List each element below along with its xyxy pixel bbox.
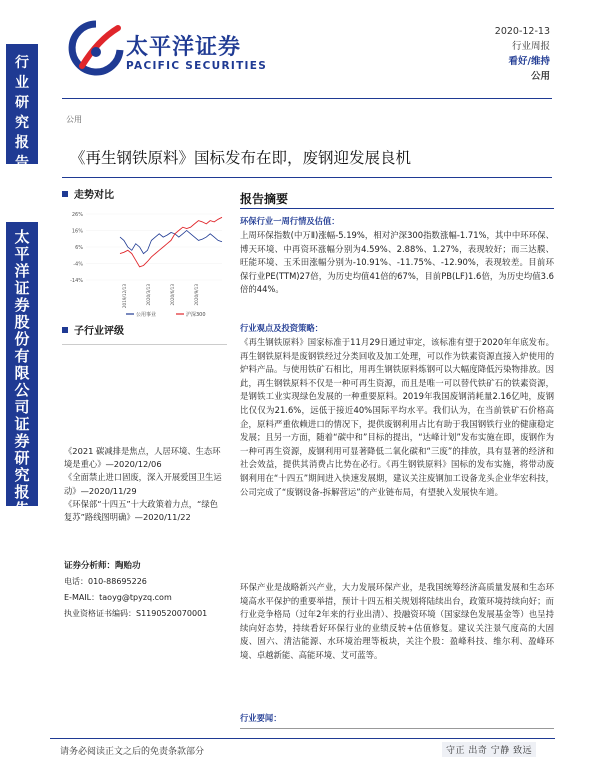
paragraph-market: 上周环保指数(中万Ⅱ)涨幅-5.19%，相对沪深300指数涨幅-1.71%，其中中环环保、博天环境、中再资环涨幅分别为4.59%、2.88%、1.27%，表现较好；而三达膜、旺能环境、玉禾田涨幅分别为-10.91%、-11.75%、-12.90%，表现较差。目前环保行业PE(TTM)27倍，为历史均值41倍的67%，目前PB(LF)1.6倍，为历史均值3.6倍的44%。	[240, 230, 554, 295]
side-char: 研	[15, 95, 29, 111]
x-tick-label: 2020/9/13	[194, 284, 199, 306]
logo-text-cn: 太平洋证券	[126, 35, 242, 60]
sector-small-label: 公用	[66, 115, 82, 124]
side-char: 证	[14, 415, 30, 433]
legend-label: 公用事业	[136, 312, 157, 318]
summary-divider	[240, 208, 554, 209]
header-meta	[495, 24, 550, 84]
side-char: 股	[14, 313, 30, 331]
analyst-info	[64, 558, 234, 622]
analyst-email[interactable]: E-MAIL：taoyg@tpyzq.com	[64, 593, 172, 602]
paragraph-strategy-2: 环保产业是战略新兴产业，大力发展环保产业，是我国统筹经济高质量发展和生态环境高水平保护的重要举措，预计十四五相关规划将陆续出台，政策环境持续向好；而行业竞争格局（过年2年来的行业出清）、投融资环境（国家绿色发展基金等）也呈持续向好态势，持续看好环保行业的业绩反转+估值修复。建议关注景气度高的大固废、固六、清洁能源、水环境治理等板块，关注个股：盈峰科技、维尔利、盈峰环境、卓越新能、高能环境、艾可蓝等。	[240, 582, 554, 660]
analyst-name: 证券分析师：陶贻功	[64, 561, 141, 571]
section-heading-market: 环保行业一周行情及估值：	[240, 216, 340, 226]
related-report-link[interactable]: 《全面禁止进口固废，深入开展爱国卫生运动》—2020/11/29	[64, 472, 222, 496]
side-char: 究	[14, 466, 30, 484]
footer-divider	[50, 738, 555, 739]
side-label-company	[6, 222, 38, 518]
side-char: 证	[14, 279, 30, 297]
trend-heading	[62, 186, 227, 201]
x-tick-label: 2020/3/13	[146, 284, 151, 306]
sub-rating-heading-text: 子行业评级	[74, 326, 124, 337]
side-char: 券	[14, 296, 30, 314]
summary-title: 报告摘要	[240, 192, 289, 206]
side-char: 份	[14, 330, 30, 348]
company-logo	[68, 20, 268, 90]
side-char: 有	[14, 347, 30, 365]
side-char: 报	[15, 135, 29, 151]
y-tick-label: 26%	[71, 212, 83, 218]
sector-label: 公用	[530, 71, 550, 82]
side-bar	[0, 0, 44, 776]
section-heading-strategy: 行业观点及投资策略：	[240, 323, 323, 333]
sub-rating-divider	[62, 344, 227, 345]
footer-disclaimer: 请务必阅读正文之后的免责条款部分	[60, 747, 205, 757]
related-report-link[interactable]: 《环保部“十四五”十大政策着力点，“绿色复苏”路线图明确》—2020/11/22	[64, 498, 218, 523]
side-char: 告	[15, 155, 29, 171]
sub-rating-section	[62, 322, 227, 337]
side-char: 公	[14, 381, 30, 399]
news-divider	[240, 728, 554, 729]
trend-heading-text: 走势对比	[74, 190, 114, 201]
y-tick-label: -4%	[73, 261, 83, 268]
title-divider	[62, 177, 552, 178]
side-char: 洋	[14, 262, 30, 280]
header-divider	[62, 98, 552, 99]
related-report-link[interactable]: 《2021 碳减排是焦点，人居环境、生态环境是重心》—2020/12/06	[64, 446, 221, 470]
side-char: 研	[14, 449, 30, 467]
paragraph-strategy-1: 《再生钢铁原料》国家标准于11月29日通过审定，该标准有望于2020年年底发布。再生钢铁原料是废钢铁经过分类回收及加工处理，可以作为铁素资源直接入炉使用的炉料产品。与使用铁矿石相比，用再生钢铁原料炼钢可以大幅度降低污染物排放。因此，再生钢铁原料不仅是一种可再生资源，而且是唯一可以替代铁矿石的铁素资源，是钢铁工业实现绿色发展的一种重要原料。2019年我国废钢消耗量2.16亿吨，废钢比仅仅为21.6%，远低于接近40%国际平均水平。我们认为，在当前铁矿石价格高企，原料严重依赖进口的情况下，提供废钢利用占比有助于我国钢铁行业的健康稳定发展；且另一方面，随着“碳中和”目标的提出，“达峰计划”发布实施在即，废钢作为一种可再生资源，废钢利用可显著降低二氧化碳和“三废”的排放，具有显著的经济和社会效益，提供其消费占比势在必行。《再生钢铁原料》国标的发布实施，将带动废钢利用在“十四五”期间进入快速发展期，建议关注废钢加工设备龙头企业华宏科技，公司完成了“废钢设备-拆解营运”的产业链布局，有望驶入发展快车道。	[240, 337, 554, 497]
side-char: 报	[14, 483, 30, 501]
side-char: 太	[14, 228, 30, 246]
x-tick-label: 2020/6/13	[170, 284, 175, 306]
y-tick-label: 16%	[71, 228, 83, 235]
trend-chart	[66, 208, 226, 320]
side-label-report-type	[6, 44, 38, 171]
side-char: 究	[15, 115, 29, 131]
analyst-license: 执业资格证书编码：S1190520070001	[64, 609, 208, 618]
logo-emblem-icon	[68, 20, 124, 80]
footer-motto: 守正 出奇 宁静 致远	[442, 742, 536, 757]
side-char: 行	[15, 55, 29, 71]
trend-section	[62, 186, 227, 201]
logo-text-en: PACIFIC SECURITIES	[126, 60, 268, 72]
side-char: 限	[14, 364, 30, 382]
series-line-csi300	[120, 217, 222, 266]
x-tick-label: 2019/12/13	[122, 284, 127, 309]
report-type: 行业周报	[511, 41, 550, 52]
report-date: 2020-12-13	[494, 26, 550, 37]
y-tick-label: -14%	[70, 278, 83, 284]
bullet-square-icon	[62, 327, 68, 333]
side-char: 平	[14, 245, 30, 263]
analyst-phone: 电话：010-88695226	[64, 577, 147, 586]
series-line-utility	[120, 231, 222, 254]
side-char: 司	[14, 398, 30, 416]
bullet-square-icon	[62, 191, 68, 197]
report-title: 《再生钢铁原料》国标发布在即，废钢迎发展良机	[70, 149, 412, 167]
section-heading-news: 行业要闻：	[240, 713, 282, 723]
side-char: 业	[15, 75, 29, 91]
side-char: 券	[14, 432, 30, 450]
legend-label: 沪深300	[186, 312, 206, 318]
y-tick-label: 6%	[75, 245, 83, 251]
rating-badge: 看好/维持	[508, 56, 550, 67]
side-char: 告	[14, 500, 30, 518]
sub-rating-heading	[62, 322, 227, 337]
related-reports	[64, 445, 226, 524]
